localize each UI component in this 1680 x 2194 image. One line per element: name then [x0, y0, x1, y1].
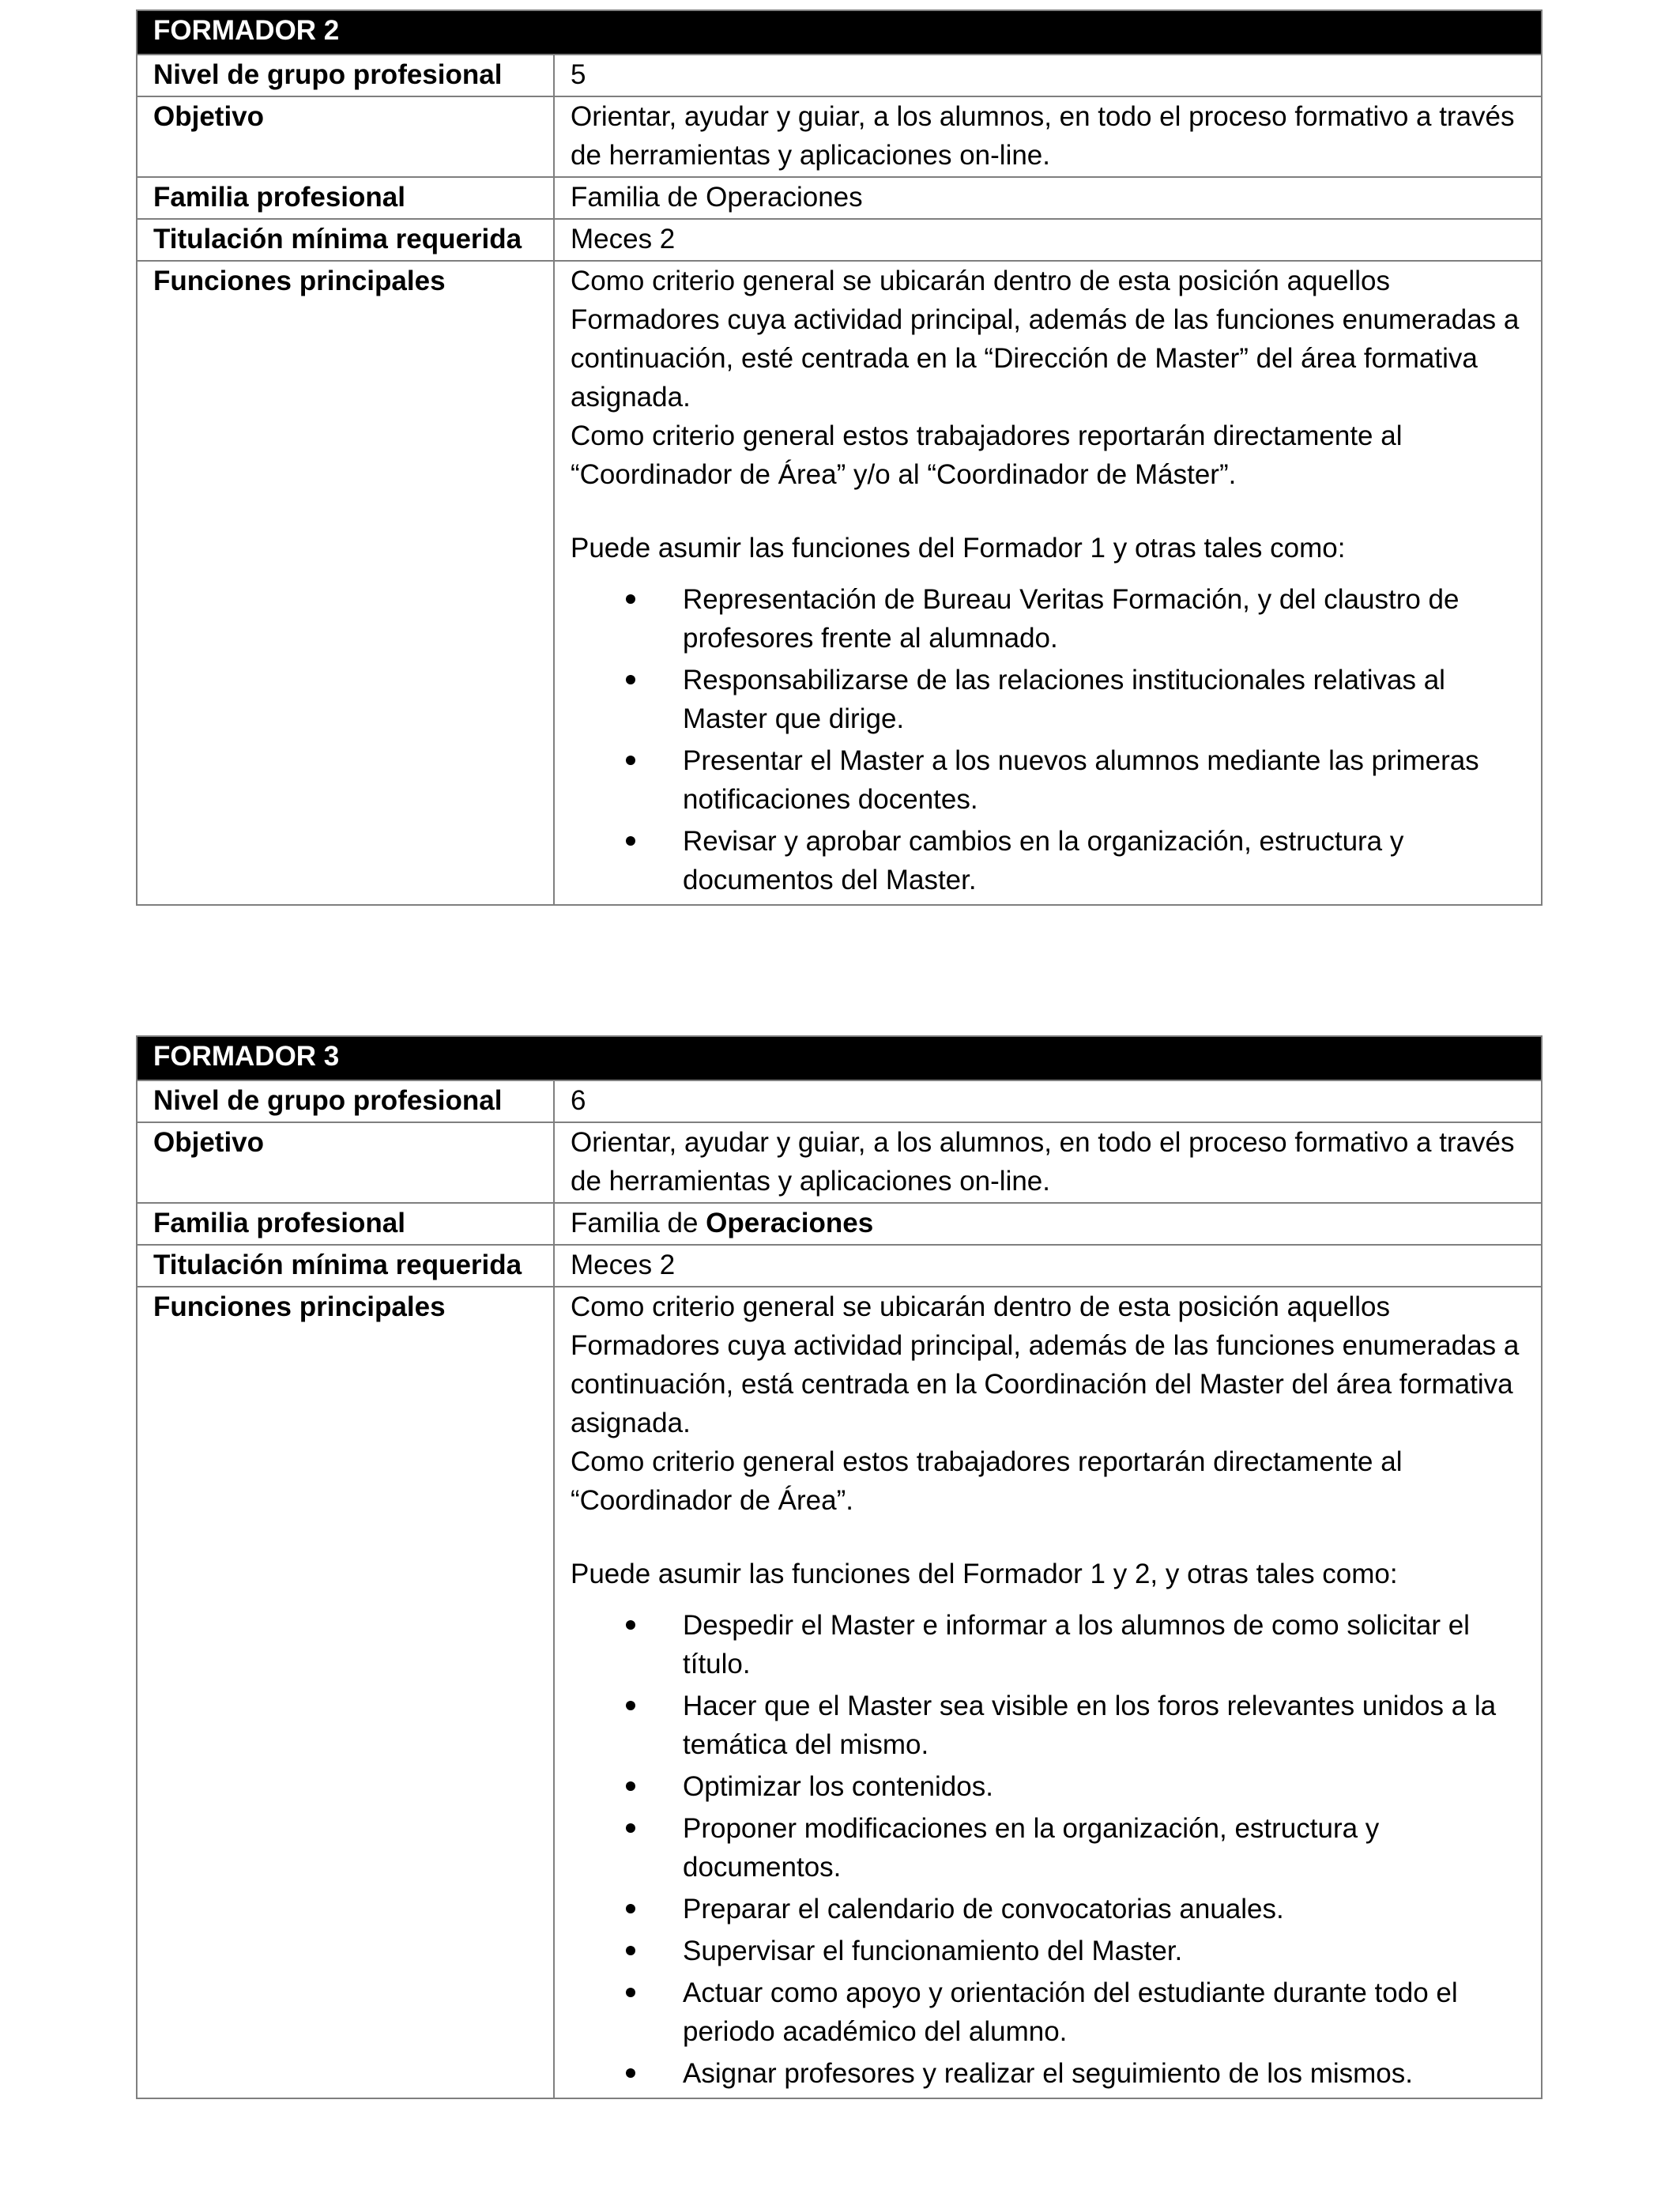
titulacion-value: Meces 2 [554, 219, 1542, 261]
table-row [137, 1287, 1542, 2098]
familia-prefix: Familia de [571, 1208, 706, 1238]
list-item [571, 741, 1527, 819]
list-item [571, 1606, 1527, 1683]
header-row [137, 1036, 1542, 1080]
funciones-paragraph-2: Como criterio general estos trabajadores reportarán directamente al “Coordinador de Área”. [571, 1446, 1403, 1516]
list-item [571, 661, 1527, 738]
bullet-icon [626, 594, 635, 604]
bullet-icon [626, 1620, 635, 1630]
list-item [571, 1973, 1527, 2051]
list-item-text: Optimizar los contenidos. [683, 1771, 993, 1802]
list-item [571, 580, 1527, 658]
familia-label: Familia profesional [137, 1203, 554, 1245]
table-row [137, 1203, 1542, 1245]
bullet-icon [626, 1904, 635, 1913]
list-item-text: Despedir el Master e informar a los alumnos de como solicitar el título. [683, 1610, 1470, 1679]
bullet-icon [626, 1946, 635, 1955]
nivel-label: Nivel de grupo profesional [137, 55, 554, 96]
familia-value [554, 1203, 1542, 1245]
funciones-label: Funciones principales [137, 261, 554, 905]
objetivo-label: Objetivo [137, 1122, 554, 1203]
list-item-text: Hacer que el Master sea visible en los foros relevantes unidos a la temática del mismo. [683, 1691, 1497, 1760]
table-row [137, 219, 1542, 261]
familia-value: Familia de Operaciones [554, 177, 1542, 219]
list-item [571, 1687, 1527, 1764]
titulacion-label: Titulación mínima requerida [137, 219, 554, 261]
header-row [137, 10, 1542, 55]
formador-2-table [136, 9, 1543, 906]
formador-3-section [136, 1035, 1541, 2099]
funciones-paragraph-2: Como criterio general estos trabajadores reportarán directamente al “Coordinador de Área” y/o al “Coordinador de Máster”. [571, 420, 1403, 490]
titulacion-label: Titulación mínima requerida [137, 1245, 554, 1287]
bullet-icon [626, 675, 635, 684]
objetivo-value: Orientar, ayudar y guiar, a los alumnos, en todo el proceso formativo a través de herramientas y aplicaciones on-line. [554, 1122, 1542, 1203]
spacer [571, 1520, 1527, 1555]
bullet-icon [626, 756, 635, 765]
bullet-icon [626, 1701, 635, 1710]
familia-label: Familia profesional [137, 177, 554, 219]
bullet-icon [626, 1781, 635, 1791]
list-item-text: Representación de Bureau Veritas Formación, y del claustro de profesores frente al alumnado. [683, 584, 1460, 654]
list-item [571, 2054, 1527, 2093]
formador-2-section [136, 9, 1541, 906]
list-item [571, 1767, 1527, 1806]
funciones-list [571, 580, 1527, 899]
bullet-icon [626, 1988, 635, 1997]
funciones-value [554, 261, 1542, 905]
funciones-paragraph-1: Como criterio general se ubicarán dentro de esta posición aquellos Formadores cuya actividad principal, además de las funciones enumeradas a continuación, esté centrada en la “Dirección de Master” del área formativa asignada. [571, 266, 1520, 413]
section-title: FORMADOR 2 [137, 10, 1542, 55]
titulacion-value: Meces 2 [554, 1245, 1542, 1287]
funciones-paragraph-1: Como criterio general se ubicarán dentro de esta posición aquellos Formadores cuya actividad principal, además de las funciones enumeradas a continuación, está centrada en la Coordinación del Master del área formativa asignada. [571, 1291, 1520, 1438]
table-row [137, 1122, 1542, 1203]
spacer [571, 494, 1527, 529]
list-item [571, 1809, 1527, 1887]
formador-3-table [136, 1035, 1543, 2099]
list-item [571, 822, 1527, 899]
funciones-intro: Puede asumir las funciones del Formador 1 y otras tales como: [571, 533, 1346, 564]
list-item-text: Actuar como apoyo y orientación del estudiante durante todo el periodo académico del alumno. [683, 1977, 1458, 2047]
list-item-text: Preparar el calendario de convocatorias anuales. [683, 1894, 1284, 1924]
table-row [137, 1080, 1542, 1122]
nivel-value: 6 [554, 1080, 1542, 1122]
bullet-icon [626, 836, 635, 846]
section-title: FORMADOR 3 [137, 1036, 1542, 1080]
list-item [571, 1890, 1527, 1928]
table-row [137, 96, 1542, 177]
list-item-text: Presentar el Master a los nuevos alumnos mediante las primeras notificaciones docentes. [683, 745, 1479, 815]
list-item-text: Proponer modificaciones en la organización, estructura y documentos. [683, 1813, 1380, 1883]
objetivo-value: Orientar, ayudar y guiar, a los alumnos, en todo el proceso formativo a través de herramientas y aplicaciones on-line. [554, 96, 1542, 177]
list-item-text: Revisar y aprobar cambios en la organización, estructura y documentos del Master. [683, 826, 1404, 895]
list-item-text: Asignar profesores y realizar el seguimiento de los mismos. [683, 2058, 1413, 2089]
bullet-icon [626, 1823, 635, 1833]
table-row [137, 261, 1542, 905]
familia-bold: Operaciones [706, 1208, 874, 1238]
list-item [571, 1932, 1527, 1970]
objetivo-label: Objetivo [137, 96, 554, 177]
nivel-value: 5 [554, 55, 1542, 96]
table-row [137, 177, 1542, 219]
list-item-text: Responsabilizarse de las relaciones institucionales relativas al Master que dirige. [683, 665, 1445, 734]
table-row [137, 55, 1542, 96]
funciones-intro: Puede asumir las funciones del Formador 1 y 2, y otras tales como: [571, 1559, 1398, 1589]
funciones-label: Funciones principales [137, 1287, 554, 2098]
nivel-label: Nivel de grupo profesional [137, 1080, 554, 1122]
funciones-value [554, 1287, 1542, 2098]
bullet-icon [626, 2068, 635, 2078]
funciones-list [571, 1606, 1527, 2093]
table-row [137, 1245, 1542, 1287]
list-item-text: Supervisar el funcionamiento del Master. [683, 1936, 1183, 1966]
